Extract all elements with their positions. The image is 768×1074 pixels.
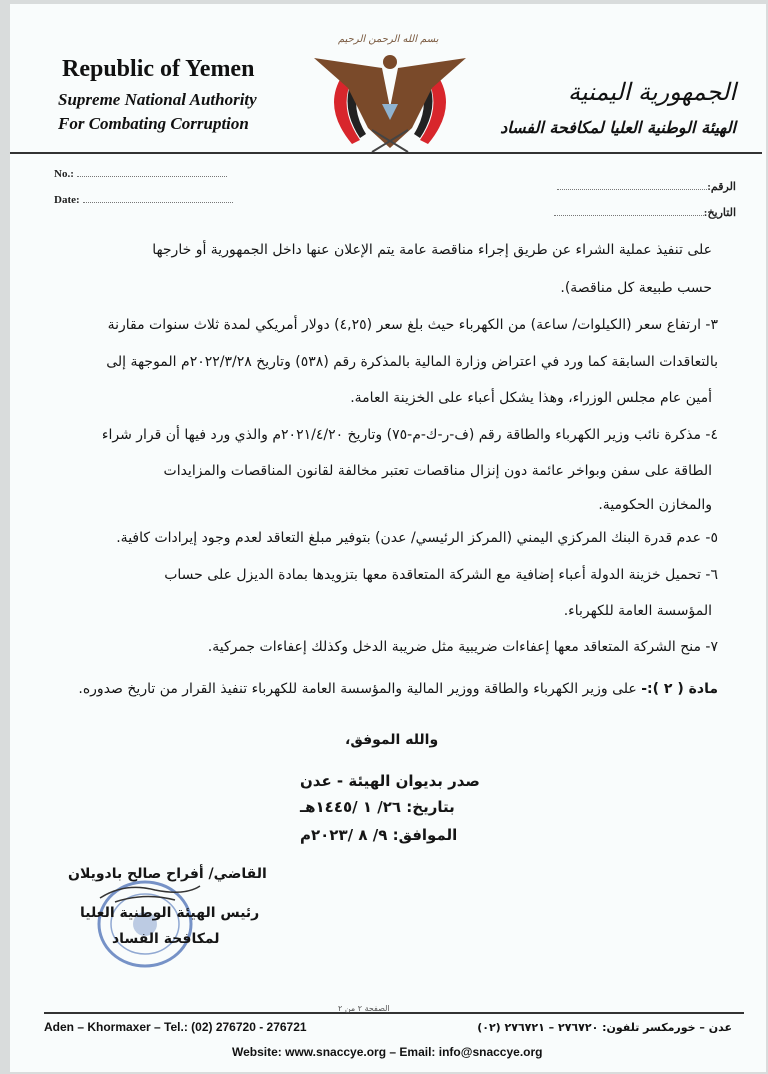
signatory-title-2: لمكافحة الفساد	[112, 931, 220, 947]
hijri-date: بتاريخ: ٢٦/ ١ /١٤٤٥هـ	[300, 798, 455, 816]
closing-greeting: والله الموفق،	[345, 732, 439, 748]
footer-divider	[44, 1012, 744, 1014]
body-line: الطاقة على سفن وبواخر عائمة دون إنزال مناقصات تعتبر مخالفة لقانون المناقصات والمزايدات	[163, 463, 712, 479]
ar-no-field: الرقم:	[554, 180, 736, 193]
body-line: ٧- منح الشركة المتعاقد معها إعفاءات ضريبية مثل ضريبة الدخل وكذلك إعفاءات جمركية.	[207, 639, 718, 655]
page-number: الصفحة ٢ من ٢	[338, 1004, 390, 1013]
date-field: Date:	[54, 194, 233, 206]
body-line: ٥- عدم قدرة البنك المركزي اليمني (المركز الرئيسي/ عدن) بتوفير مبلغ التعاقد لعدم وجود إيرادات كافية.	[116, 530, 718, 546]
footer-address-ar: عدن – خورمكسر تلفون: ٢٧٦٧٢٠ – ٢٧٦٧٢١ (٠٢)	[477, 1021, 732, 1034]
website-link[interactable]: www.snaccye.org	[285, 1045, 387, 1059]
en-subtitle-1: Supreme National Authority	[58, 90, 257, 109]
signatory-name: القاضي/ أفراح صالح بادويلان	[68, 866, 267, 882]
body-line: ٦- تحميل خزينة الدولة أعباء إضافية مع الشركة المتعاقدة معها بتزويدها بمادة الديزل على حساب	[164, 567, 718, 583]
ar-title: الجمهورية اليمنية	[567, 78, 736, 106]
gregorian-date: الموافق: ٩/ ٨ /٢٠٢٣م	[300, 826, 458, 844]
issued-at: صدر بديوان الهيئة - عدن	[300, 772, 480, 790]
footer-contact: Website: www.snaccye.org – Email: info@snaccye.org	[232, 1045, 543, 1059]
email-address[interactable]: info@snaccye.org	[438, 1045, 543, 1059]
no-field: No.:	[54, 168, 227, 180]
body-line: على تنفيذ عملية الشراء عن طريق إجراء مناقصة عامة يتم الإعلان عنها داخل الجمهورية أو خارجها	[152, 242, 712, 258]
ar-subtitle: الهيئة الوطنية العليا لمكافحة الفساد	[500, 118, 736, 137]
en-title: Republic of Yemen	[62, 56, 255, 82]
header-divider	[10, 152, 762, 154]
footer-address-en: Aden – Khormaxer – Tel.: (02) 276720 - 276721	[44, 1020, 307, 1034]
yemen-emblem-icon	[312, 48, 468, 154]
basmala: بسم الله الرحمن الرحيم	[338, 34, 439, 45]
en-subtitle-2: For Combating Corruption	[58, 114, 249, 133]
body-line: بالتعاقدات السابقة كما ورد في اعتراض وزارة المالية بالمذكرة رقم (٥٣٨) وتاريخ ٢٠٢٢/٣/٢٨م الموجهة إلى	[106, 354, 718, 370]
article-2: مادة ( ٢ ):- على وزير الكهرباء والطاقة ووزير المالية والمؤسسة العامة للكهرباء تنفيذ القرار من تاريخ صدوره.	[78, 681, 718, 697]
body-line: والمخازن الحكومية.	[598, 497, 712, 513]
body-line: أمين عام مجلس الوزراء، وهذا يشكل أعباء على الخزينة العامة.	[350, 390, 712, 406]
body-line: ٣- ارتفاع سعر (الكيلوات/ ساعة) من الكهرباء حيث بلغ سعر (٤,٢٥) دولار أمريكي لمدة ثلاث سنوات مقارنة	[107, 317, 718, 333]
body-line: ٤- مذكرة نائب وزير الكهرباء والطاقة رقم (ف-ر-ك-م-٧٥) وتاريخ ٢٠٢١/٤/٢٠م والذي ورد فيها أن قرار شراء	[101, 427, 718, 443]
ar-date-field: التاريخ:	[551, 206, 736, 219]
signatory-title-1: رئيس الهيئة الوطنية العليا	[80, 905, 260, 921]
body-line: المؤسسة العامة للكهرباء.	[563, 603, 712, 619]
body-line: حسب طبيعة كل مناقصة).	[560, 280, 712, 296]
